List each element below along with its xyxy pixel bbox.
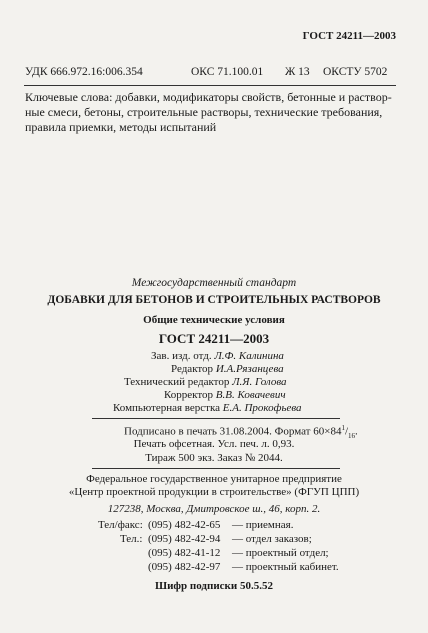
staff-entry	[113, 402, 302, 414]
staff-name: И.А.Рязанцева	[215, 363, 284, 375]
staff-role: Зав. изд. отд.	[151, 350, 212, 362]
staff-role: Редактор	[171, 363, 214, 375]
phone-number: (095) 482-41-12	[148, 547, 221, 559]
staff-entry	[151, 350, 284, 362]
zh-code: Ж 13	[285, 66, 310, 78]
subscription-cipher: Шифр подписки 50.5.52	[155, 580, 273, 592]
keywords-line: правила приемки, методы испытаний	[25, 120, 217, 134]
phone-department: — приемная.	[232, 519, 294, 531]
phone-department: — проектный кабинет.	[232, 561, 339, 573]
circulation-line: Тираж 500 экз. Заказ № 2044.	[145, 452, 283, 464]
publisher-line-2: «Центр проектной продукции в строительстве» (ФГУП ЦПП)	[68, 486, 360, 498]
staff-entry	[171, 363, 284, 375]
document-title: ДОБАВКИ ДЛЯ БЕТОНОВ И СТРОИТЕЛЬНЫХ РАСТВОРОВ	[47, 294, 381, 306]
keywords-line: ные смеси, бетоны, строительные растворы, технические требования,	[25, 105, 383, 119]
staff-entry	[164, 389, 286, 401]
staff-name: В.В. Ковачевич	[215, 389, 286, 401]
staff-name: Е.А. Прокофьева	[222, 402, 302, 414]
divider-top	[24, 85, 396, 86]
phone-department: — проектный отдел;	[232, 547, 329, 559]
udk-code: УДК 666.972.16:006.354	[25, 66, 143, 78]
oks-code: ОКС 71.100.01	[191, 66, 264, 78]
staff-name: Л.Ф. Калинина	[214, 350, 284, 362]
staff-name: Л.Я. Голова	[232, 376, 287, 388]
phone-number: (095) 482-42-97	[148, 561, 221, 573]
okstu-code: ОКСТУ 5702	[323, 66, 388, 78]
divider-publisher	[92, 468, 340, 469]
divider-imprint	[92, 418, 340, 419]
staff-role: Корректор	[164, 389, 214, 401]
phone-number: (095) 482-42-94	[148, 533, 221, 545]
keywords-line: Ключевые слова: добавки, модификаторы свойств, бетонные и раствор-	[25, 90, 392, 104]
document-code: ГОСТ 24211—2003	[158, 331, 270, 346]
phone-number: (095) 482-42-65	[148, 519, 221, 531]
document-subtitle: Общие технические условия	[143, 314, 285, 326]
staff-entry	[124, 376, 287, 388]
phone-label: Тел/факс:	[98, 519, 143, 531]
print-signed-line: Подписано в печать 31.08.2004. Формат $60\times 84^1/_{16}$.	[124, 424, 358, 440]
standard-code-header: ГОСТ 24211—2003	[302, 30, 396, 42]
phone-department: — отдел заказов;	[232, 533, 312, 545]
standard-type: Межгосударственный стандарт	[131, 277, 297, 289]
print-type-line: Печать офсетная. Усл. печ. л. 0,93.	[133, 438, 295, 450]
staff-role: Компьютерная верстка	[113, 402, 221, 414]
phone-label: Тел.:	[120, 533, 143, 545]
publisher-address: 127238, Москва, Дмитровское ш., 46, корп. 2.	[107, 503, 321, 515]
staff-role: Технический редактор	[124, 376, 230, 388]
publisher-line-1: Федеральное государственное унитарное предприятие	[86, 473, 342, 485]
